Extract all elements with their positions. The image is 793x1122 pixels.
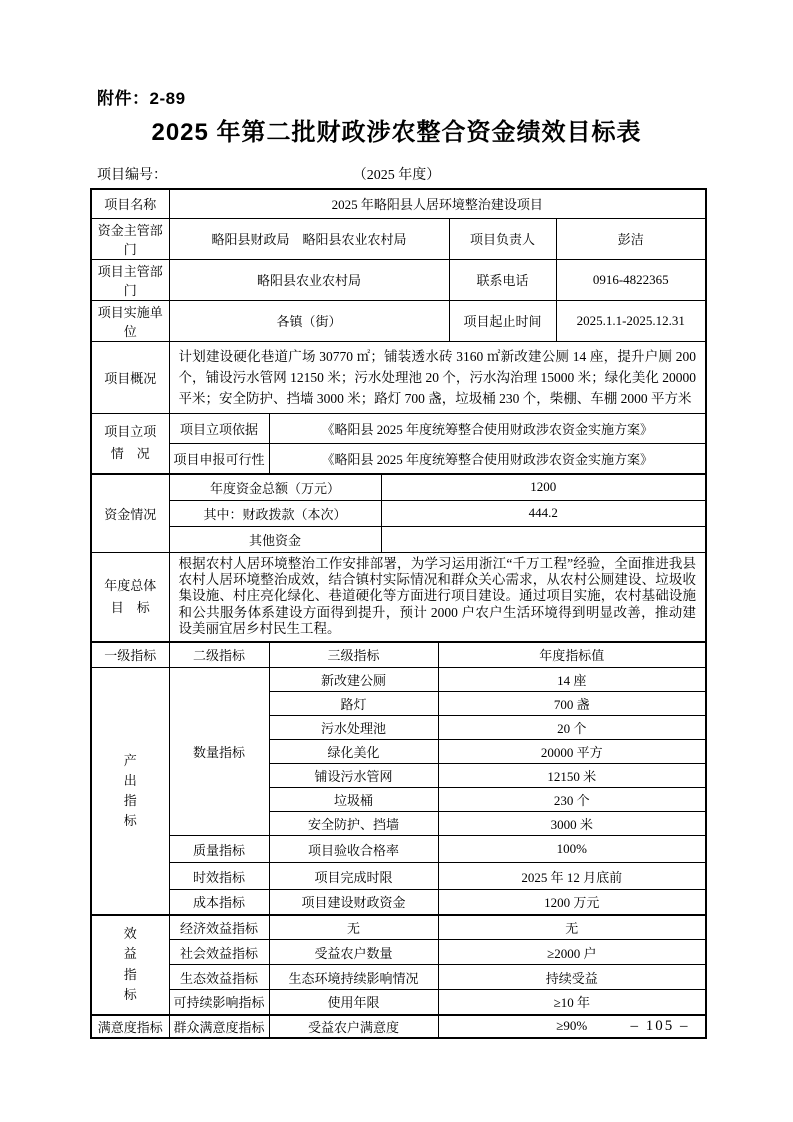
indicator-name: 生态环境持续影响情况 xyxy=(269,965,438,990)
overview-text: 计划建设硬化巷道广场 30770 ㎡；铺装透水砖 3160 ㎡新改建公厕 14 座，提升户厕 200 个，铺设污水管网 12150 米；污水处理池 20 个，污水沟治理 15000 米；绿化美化 20000 平米；安全防护、挡墙 3000 米；路灯 700 盏，垃圾桶 230 个，柴棚、车棚 2000 平方米 xyxy=(169,341,706,413)
level1-output-label xyxy=(91,668,169,915)
approval-basis-label: 项目立项依据 xyxy=(169,413,269,443)
funding-label: 资金情况 xyxy=(91,474,169,552)
document-title: 2025 年第二批财政涉农整合资金绩效目标表 xyxy=(151,119,642,146)
funding-fiscal-label: 其中：财政拨款（本次） xyxy=(169,500,381,526)
fund-dept-label: 资金主管部门 xyxy=(91,218,169,259)
indicator-name: 路灯 xyxy=(269,692,438,716)
indicator-value: 12150 米 xyxy=(438,764,706,788)
indicator-name: 铺设污水管网 xyxy=(269,764,438,788)
project-no-label: 项目编号： xyxy=(97,168,167,183)
level1-output-text: 产出指标 xyxy=(123,752,137,828)
indicator-header-row xyxy=(91,642,706,668)
phone-label: 联系电话 xyxy=(449,259,556,300)
indicator-value: 20 个 xyxy=(438,716,706,740)
annual-goal-label-line2: 目 标 xyxy=(110,599,150,615)
level2-label: 群众满意度指标 xyxy=(169,1015,269,1038)
comp-dept-label: 项目主管部门 xyxy=(91,259,169,300)
overview-label: 项目概况 xyxy=(91,341,169,413)
indicator-name: 项目完成时限 xyxy=(269,863,438,890)
table-row xyxy=(91,836,706,863)
annual-goal-label xyxy=(91,552,169,642)
table-row xyxy=(91,915,706,940)
table-row xyxy=(91,990,706,1015)
level2-label: 可持续影响指标 xyxy=(169,990,269,1015)
manager-value: 彭洁 xyxy=(556,218,706,259)
indicator-value: 14 座 xyxy=(438,668,706,692)
table-row xyxy=(91,341,706,413)
indicator-value: ≥2000 户 xyxy=(438,940,706,965)
level1-benefit-text: 效益指标 xyxy=(123,926,137,1002)
level2-label: 社会效益指标 xyxy=(169,940,269,965)
fund-dept-value: 略阳县财政局 略阳县农业农村局 xyxy=(169,218,449,259)
indicator-name: 使用年限 xyxy=(269,990,438,1015)
annual-goal-label-line1: 年度总体 xyxy=(104,577,157,593)
level2-label: 生态效益指标 xyxy=(169,965,269,990)
table-row xyxy=(91,413,706,443)
approval-basis-value: 《略阳县 2025 年度统筹整合使用财政涉农资金实施方案》 xyxy=(269,413,706,443)
table-row xyxy=(91,552,706,642)
level2-label: 时效指标 xyxy=(169,863,269,890)
table-row xyxy=(91,300,706,341)
indicator-value: 20000 平方 xyxy=(438,740,706,764)
indicator-value: ≥10 年 xyxy=(438,990,706,1015)
indicator-name: 垃圾桶 xyxy=(269,788,438,812)
table-row xyxy=(91,500,706,526)
indicator-name: 安全防护、挡墙 xyxy=(269,812,438,836)
meta-row xyxy=(97,164,696,184)
indicator-name: 新改建公厕 xyxy=(269,668,438,692)
indicator-value: 3000 米 xyxy=(438,812,706,836)
header-level2: 二级指标 xyxy=(169,642,269,668)
indicator-value: 2025 年 12 月底前 xyxy=(438,863,706,890)
level2-label: 经济效益指标 xyxy=(169,915,269,940)
approval-label-line1: 项目立项 xyxy=(104,424,157,440)
impl-unit-label: 项目实施单位 xyxy=(91,300,169,341)
impl-unit-value: 各镇（街） xyxy=(169,300,449,341)
table-row xyxy=(91,443,706,474)
performance-target-table xyxy=(90,188,707,1039)
phone-value: 0916-4822365 xyxy=(556,259,706,300)
indicator-value: ≥90% xyxy=(438,1015,706,1038)
project-name-label: 项目名称 xyxy=(91,189,169,218)
page-number: – 105 – xyxy=(630,1018,690,1034)
level1-satisfaction-label: 满意度指标 xyxy=(91,1015,169,1038)
level1-benefit-label xyxy=(91,915,169,1015)
funding-total-value: 1200 xyxy=(381,474,706,500)
indicator-value: 持续受益 xyxy=(438,965,706,990)
project-name-value: 2025 年略阳县人居环境整治建设项目 xyxy=(169,189,706,218)
manager-label: 项目负责人 xyxy=(449,218,556,259)
funding-other-value xyxy=(381,526,706,552)
indicator-value: 700 盏 xyxy=(438,692,706,716)
period-label: 项目起止时间 xyxy=(449,300,556,341)
approval-feasibility-label: 项目申报可行性 xyxy=(169,443,269,474)
funding-other-label: 其他资金 xyxy=(169,526,381,552)
level2-quantity-label: 数量指标 xyxy=(169,668,269,836)
indicator-name: 受益农户满意度 xyxy=(269,1015,438,1038)
comp-dept-value: 略阳县农业农村局 xyxy=(169,259,449,300)
table-row xyxy=(91,890,706,915)
funding-fiscal-value: 444.2 xyxy=(381,500,706,526)
table-row xyxy=(91,474,706,500)
indicator-value: 230 个 xyxy=(438,788,706,812)
table-row xyxy=(91,259,706,300)
indicator-name: 项目建设财政资金 xyxy=(269,890,438,915)
table-row xyxy=(91,863,706,890)
table-row xyxy=(91,189,706,218)
level2-label: 成本指标 xyxy=(169,890,269,915)
table-row xyxy=(91,965,706,990)
year-note: （2025 年度） xyxy=(352,168,441,183)
period-value: 2025.1.1-2025.12.31 xyxy=(556,300,706,341)
funding-total-label: 年度资金总额（万元） xyxy=(169,474,381,500)
attachment-label: 附件：2-89 xyxy=(97,89,186,108)
indicator-value: 100% xyxy=(438,836,706,863)
table-row xyxy=(91,940,706,965)
indicator-name: 受益农户数量 xyxy=(269,940,438,965)
level2-label: 质量指标 xyxy=(169,836,269,863)
annual-goal-text: 根据农村人居环境整治工作安排部署，为学习运用浙江“千万工程”经验，全面推进我县农村人居环境整治成效，结合镇村实际情况和群众关心需求，从农村公厕建设、垃圾收集设施、村庄亮化绿化、巷道硬化等方面进行项目建设。通过项目实施，农村基础设施和公共服务体系建设方面得到提升，预计 2000 户农户生活环境得到明显改善，推动建设美丽宜居乡村民生工程。 xyxy=(169,552,706,642)
indicator-value: 1200 万元 xyxy=(438,890,706,915)
header-level3: 三级指标 xyxy=(269,642,438,668)
header-target-value: 年度指标值 xyxy=(438,642,706,668)
table-row xyxy=(91,668,706,692)
approval-label-line2: 情 况 xyxy=(110,446,150,462)
indicator-name: 污水处理池 xyxy=(269,716,438,740)
table-row xyxy=(91,218,706,259)
table-row xyxy=(91,526,706,552)
indicator-name: 无 xyxy=(269,915,438,940)
approval-label xyxy=(91,413,169,474)
indicator-name: 项目验收合格率 xyxy=(269,836,438,863)
indicator-value: 无 xyxy=(438,915,706,940)
approval-feasibility-value: 《略阳县 2025 年度统筹整合使用财政涉农资金实施方案》 xyxy=(269,443,706,474)
indicator-name: 绿化美化 xyxy=(269,740,438,764)
header-level1: 一级指标 xyxy=(91,642,169,668)
